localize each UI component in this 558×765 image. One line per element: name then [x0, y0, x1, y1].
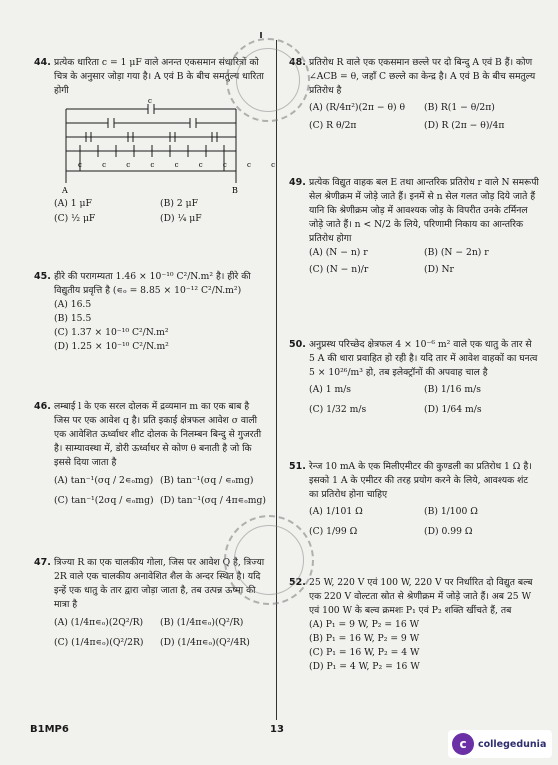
- option-b[interactable]: (B) (1/4π∊ₒ)(Q²/R): [160, 617, 244, 628]
- cap-label: c: [148, 97, 152, 105]
- option-a[interactable]: (A) P₁ = 9 W, P₂ = 16 W: [309, 619, 420, 630]
- options: [54, 197, 266, 226]
- question-text: अनुप्रस्थ परिच्छेद क्षेत्रफल 4 × 10⁻⁶ m² वाले एक धातु के तार से 5 A की धारा प्रवाहित हो रही है। यदि तार में आवेश वाहकों का घनत्व 5 × 10²⁶/m³ हो, तब इलेक्ट्रॉनों की अपवाह चाल है: [309, 339, 538, 378]
- board-stamp: [224, 515, 314, 605]
- option-b[interactable]: (B) 2 μF: [160, 198, 198, 209]
- question-46: [34, 400, 266, 508]
- option-b[interactable]: (B) P₁ = 16 W, P₂ = 9 W: [309, 633, 420, 644]
- option-d[interactable]: (D) (1/4π∊ₒ)(Q²/4R): [160, 637, 250, 648]
- option-a[interactable]: (A) 1/101 Ω: [309, 506, 363, 517]
- brand-name: collegedunia: [478, 738, 547, 750]
- cap-row-labels: c c c c c c c c c: [78, 161, 285, 169]
- question-text: त्रिज्या R का एक चालकीय गोला, जिस पर आवेश Q है, त्रिज्या 2R वाले एक चालकीय अनावेशित शैल के अन्दर स्थित है। यदि इन्हें एक धातु के तार द्वारा जोड़ा जाता है, तब उत्पन्न ऊष्मा की मात्रा है: [54, 557, 265, 610]
- question-52: [289, 576, 539, 674]
- question-number: 50.: [289, 339, 306, 350]
- options: [309, 505, 539, 539]
- option-a[interactable]: (A) tan⁻¹(σq / 2∊ₒmg): [54, 475, 154, 486]
- question-51: [289, 460, 539, 539]
- question-45: [34, 270, 266, 354]
- option-a[interactable]: (A) (N − n) r: [309, 247, 368, 258]
- option-b[interactable]: (B) 1/16 m/s: [424, 384, 481, 395]
- option-d[interactable]: (D) P₁ = 4 W, P₂ = 16 W: [309, 661, 420, 672]
- option-c[interactable]: (C) (1/4π∊ₒ)(Q²/2R): [54, 637, 144, 648]
- question-48: [289, 56, 539, 133]
- options: [54, 474, 266, 508]
- question-number: 47.: [34, 557, 51, 568]
- dash-mark: [260, 32, 262, 38]
- option-d[interactable]: (D) Nr: [424, 264, 454, 275]
- option-c[interactable]: (C) R θ/2π: [309, 120, 357, 131]
- question-text: रेन्ज 10 mA के एक मिलीएमीटर की कुण्डली का प्रतिरोध 1 Ω है। इसको 1 A के एमीटर की तरह प्रयोग करने के लिये, आवश्यक शंट का प्रतिरोध होना चाहिए: [309, 461, 532, 500]
- option-b[interactable]: (B) tan⁻¹(σq / ∊ₒmg): [160, 475, 254, 486]
- question-number: 44.: [34, 57, 51, 68]
- column-divider: [276, 40, 277, 720]
- paper-code: B1MP6: [30, 724, 69, 735]
- terminal-a-label: A: [62, 186, 68, 195]
- question-text: प्रत्येक विद्युत वाहक बल E तथा आन्तरिक प्रतिरोध r वाले N समरूपी सेल श्रेणीक्रम में जोड़े जाते हैं। इनमें से n सेल गलत जोड़ दिये जाते हैं यानि कि श्रेणीक्रम जोड़ में आवश्यक जोड़ के विपरीत उनके टर्मिनल जोड़े जाते हैं। n < N/2 के लिये, परिणामी निकाय का आन्तरिक प्रतिरोध होगा: [309, 177, 539, 244]
- option-d[interactable]: (D) R (2π − θ)/4π: [424, 120, 505, 131]
- option-c[interactable]: (C) (N − n)/r: [309, 264, 369, 275]
- question-text: प्रत्येक धारिता c = 1 μF वाले अनन्त एकसमान संधारित्रों को चित्र के अनुसार जोड़ा गया है। A एवं B के बीच समतुल्य धारिता होगी: [54, 57, 264, 96]
- option-b[interactable]: (B) 1/100 Ω: [424, 506, 478, 517]
- option-d[interactable]: (D) tan⁻¹(σq / 4π∊ₒmg): [160, 495, 266, 506]
- options: [54, 298, 266, 354]
- question-text: हीरे की परागम्यता 1.46 × 10⁻¹⁰ C²/N.m² है। हीरे की विद्युतीय प्रवृत्ति है (∊ₒ = 8.85 × 10⁻¹² C²/N.m²): [54, 271, 251, 296]
- brand-watermark: [448, 730, 552, 758]
- question-number: 45.: [34, 271, 51, 282]
- options: [54, 616, 266, 650]
- option-c[interactable]: (C) tan⁻¹(2σq / ∊ₒmg): [54, 495, 154, 506]
- question-number: 48.: [289, 57, 306, 68]
- question-49: [289, 176, 539, 277]
- option-d[interactable]: (D) ¼ μF: [160, 213, 202, 224]
- question-text: प्रतिरोध R वाले एक एकसमान छल्ले पर दो बिन्दु A एवं B हैं। कोण ∠ACB = θ, जहाँ C छल्ले का केन्द्र है। A एवं B के बीच समतुल्य प्रतिरोध है: [309, 57, 536, 96]
- option-c[interactable]: (C) 1/32 m/s: [309, 404, 367, 415]
- option-c[interactable]: (C) P₁ = 16 W, P₂ = 4 W: [309, 647, 420, 658]
- option-b[interactable]: (B) R(1 − θ/2π): [424, 102, 495, 113]
- option-a[interactable]: (A) 1 μF: [54, 198, 92, 209]
- options: [309, 618, 539, 674]
- page-number: 13: [270, 724, 284, 735]
- capacitor-ladder-diagram: [56, 97, 285, 197]
- question-text: 25 W, 220 V एवं 100 W, 220 V पर निर्धारित दो विद्युत बल्ब एक 220 V वोल्टता स्रोत से श्रेणीक्रम में जोड़े जाते हैं। अब 25 W एवं 100 W के बल्व क्रमशः P₁ एवं P₂ शक्ति खींचते हैं, तब: [309, 577, 533, 616]
- question-number: 51.: [289, 461, 306, 472]
- option-d[interactable]: (D) 1/64 m/s: [424, 404, 482, 415]
- option-c[interactable]: (C) 1.37 × 10⁻¹⁰ C²/N.m²: [54, 327, 169, 338]
- option-c[interactable]: (C) ½ μF: [54, 213, 96, 224]
- question-number: 52.: [289, 577, 306, 588]
- option-a[interactable]: (A) 16.5: [54, 299, 92, 310]
- board-stamp: [226, 38, 310, 122]
- question-number: 46.: [34, 401, 51, 412]
- question-number: 49.: [289, 177, 306, 188]
- question-text: लम्बाई l के एक सरल दोलक में द्रव्यमान m का एक बाब है जिस पर एक आवेश q है। प्रति इकाई क्षेत्रफल आवेश σ वाली एक आवेशित ऊर्ध्वाधर शीट दोलक के निलम्बन बिन्दु से गुजरती है। साम्यावस्था में, डोरी ऊर्ध्वाधर से कोण θ बनाती है जो कि इससे दिया जाता है: [54, 401, 262, 468]
- terminal-b-label: B: [232, 186, 238, 195]
- option-a[interactable]: (A) (1/4π∊ₒ)(2Q²/R): [54, 617, 144, 628]
- options: [309, 101, 539, 133]
- option-b[interactable]: (B) 15.5: [54, 313, 92, 324]
- option-b[interactable]: (B) (N − 2n) r: [424, 247, 489, 258]
- option-a[interactable]: (A) (R/4π²)(2π − θ) θ: [309, 102, 406, 113]
- option-d[interactable]: (D) 1.25 × 10⁻¹⁰ C²/N.m²: [54, 341, 169, 352]
- option-c[interactable]: (C) 1/99 Ω: [309, 526, 358, 537]
- brand-logo-icon: c: [452, 733, 474, 755]
- question-50: [289, 338, 539, 417]
- option-d[interactable]: (D) 0.99 Ω: [424, 526, 473, 537]
- options: [309, 383, 539, 417]
- option-a[interactable]: (A) 1 m/s: [309, 384, 352, 395]
- options: [309, 246, 539, 277]
